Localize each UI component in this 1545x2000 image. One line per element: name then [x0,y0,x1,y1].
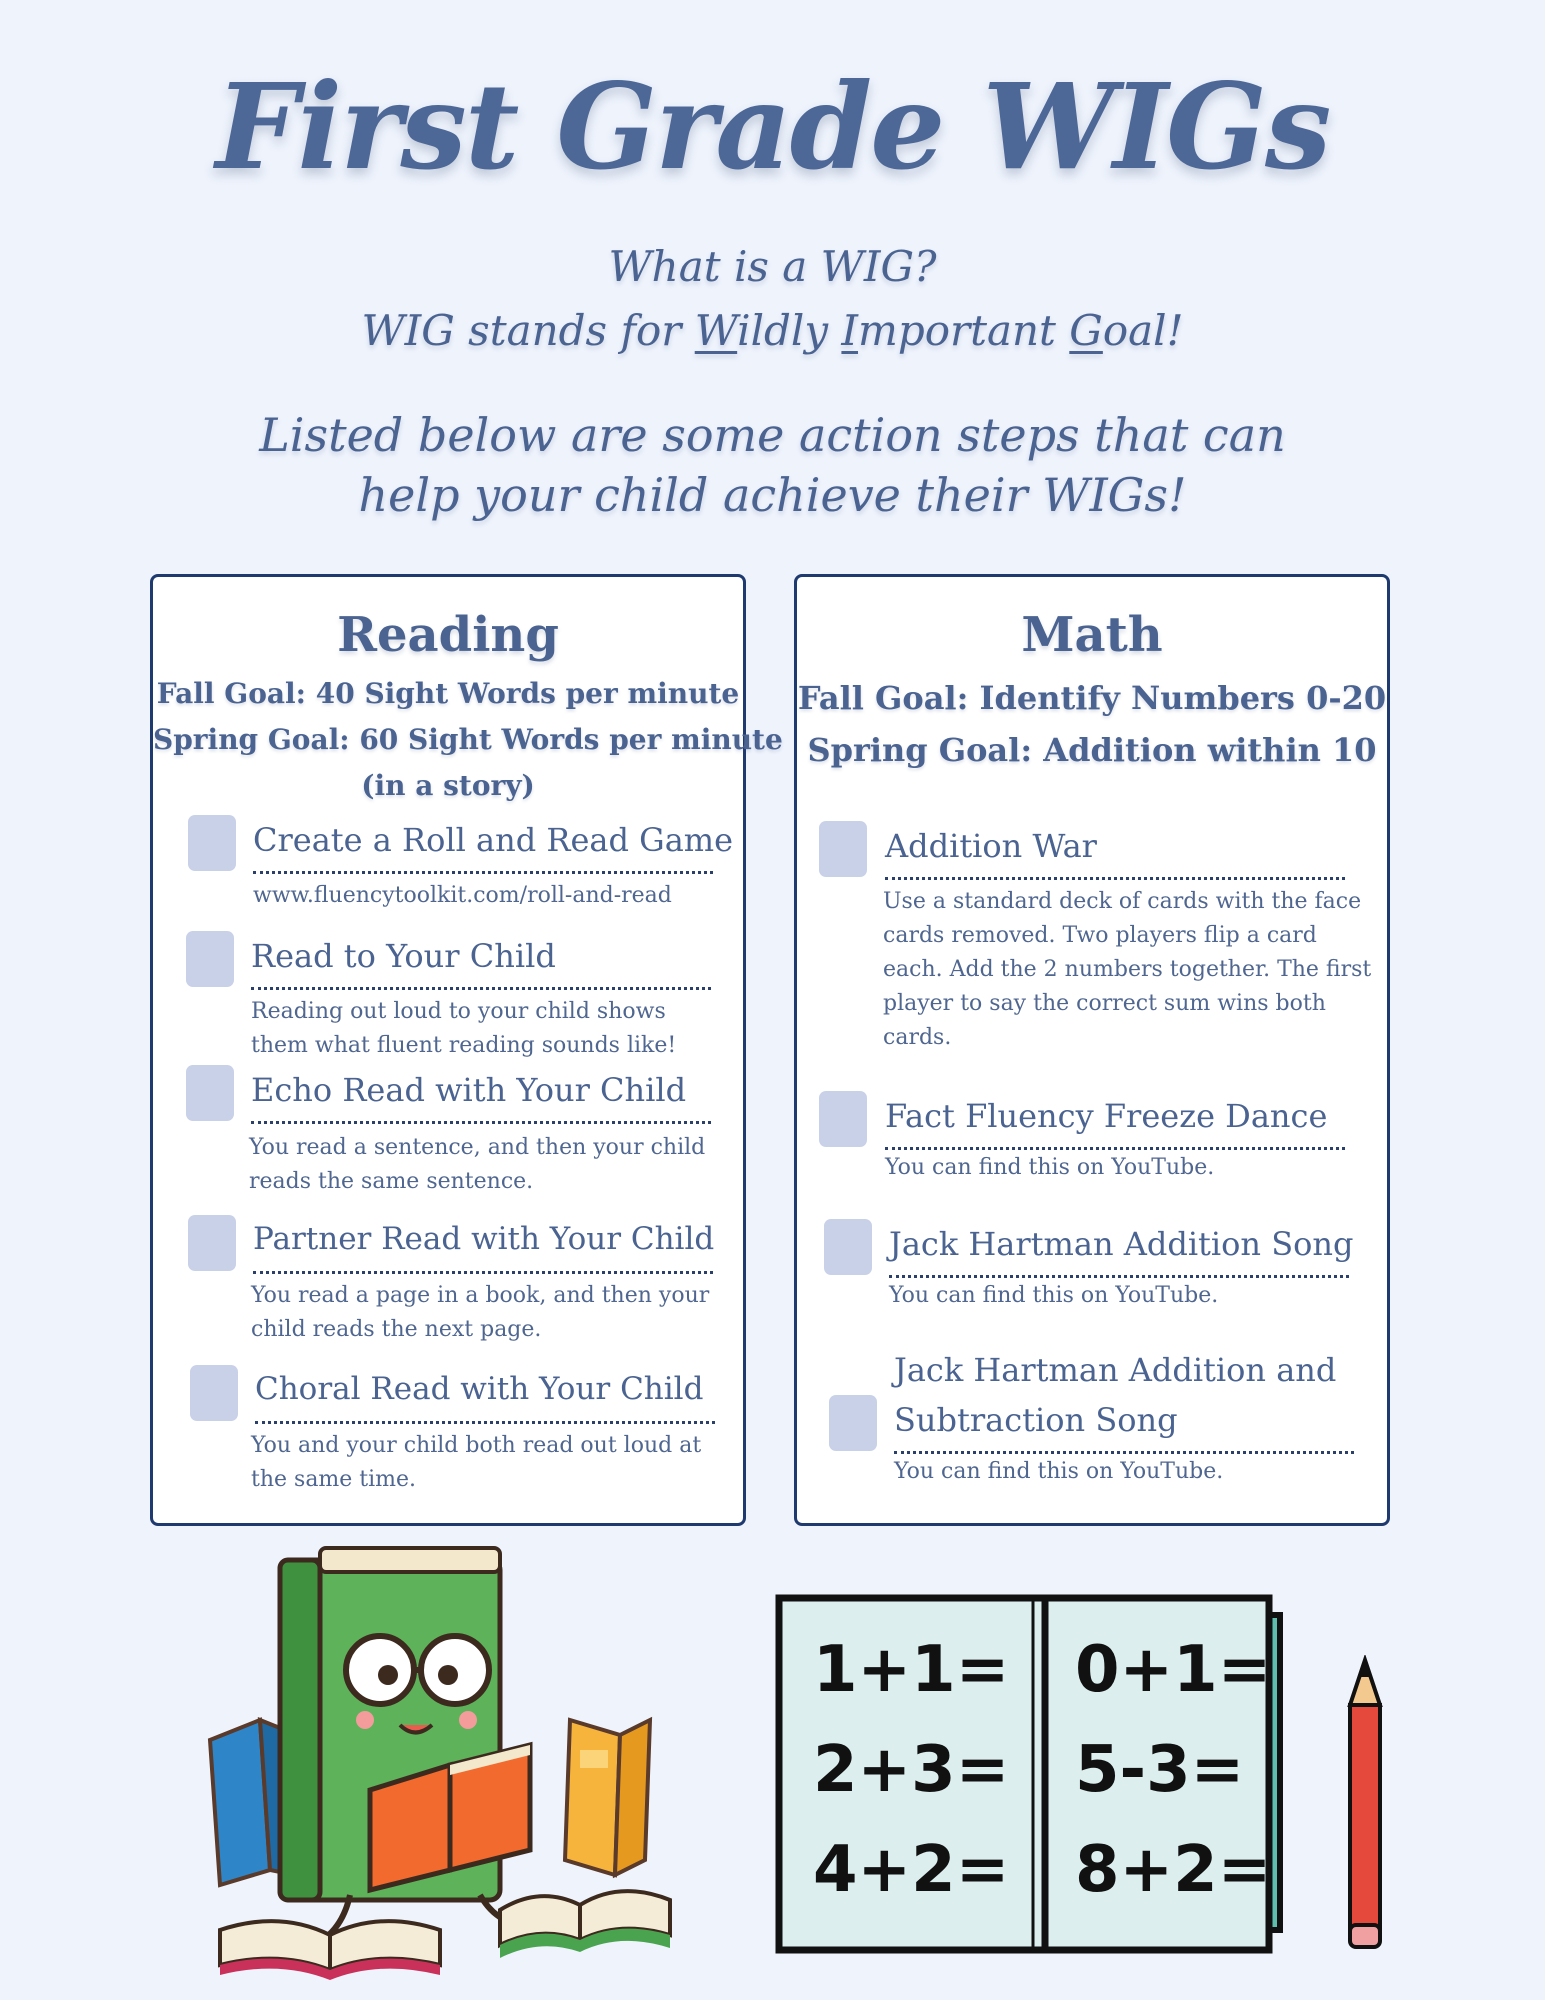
intro-question: What is a WIG? [608,242,937,291]
item-title: Jack Hartman Addition Song [889,1225,1354,1263]
math-notebook-illustration [775,1590,1305,1960]
intro-action-line2: help your child achieve their WIGs! [358,468,1187,522]
reading-goal-note: (in a story) [361,769,535,802]
checkbox[interactable] [188,1215,236,1271]
math-card [794,574,1390,1526]
reading-fall-goal: Fall Goal: 40 Sight Words per minute [156,677,740,710]
checkbox[interactable] [190,1365,238,1421]
reading-heading: Reading [337,607,559,663]
notebook-right-page [1075,1620,1271,1920]
dotted-line [253,871,713,874]
dotted-line [253,1271,713,1274]
item-description: You can find this on YouTube. [889,1283,1219,1308]
equation: 5-3= [1075,1733,1245,1807]
dotted-line [889,1275,1349,1278]
item-description: You can find this on YouTube. [885,1155,1215,1180]
equation: 1+1= [813,1633,1010,1707]
item-description: Reading out loud to your child shows them what fluent reading sounds like! [251,999,677,1058]
intro-action-line1: Listed below are some action steps that can [259,408,1286,462]
page-title: First Grade WIGs [215,57,1330,196]
item-description: You read a sentence, and then your child reads the same sentence. [249,1135,706,1194]
item-title: Echo Read with Your Child [251,1071,687,1109]
equation: 8+2= [1075,1833,1272,1907]
math-heading: Math [1021,607,1163,663]
dotted-line [251,987,711,990]
checkbox[interactable] [186,931,234,987]
item-title: Create a Roll and Read Game [253,821,734,859]
pencil-illustration [1340,1655,1390,1955]
dotted-line [894,1451,1354,1454]
item-description: You read a page in a book, and then your child reads the next page. [251,1283,710,1342]
reading-card [150,574,783,1526]
item-description: www.fluencytoolkit.com/roll-and-read [253,883,672,908]
equation: 4+2= [813,1833,1010,1907]
item-description: You and your child both read out loud at the same time. [251,1433,702,1492]
math-fall-goal: Fall Goal: Identify Numbers 0-20 [797,679,1387,717]
equation: 2+3= [813,1733,1010,1807]
item-description: You can find this on YouTube. [894,1459,1224,1484]
item-title: Choral Read with Your Child [255,1371,704,1407]
dotted-line [251,1121,711,1124]
equation: 0+1= [1075,1633,1272,1707]
checkbox[interactable] [188,815,236,871]
checkbox[interactable] [819,821,867,877]
item-title: Jack Hartman Addition and Subtraction Song [894,1351,1337,1439]
intro-definition: WIG stands for Wildly Important Goal! [361,306,1184,355]
item-title: Read to Your Child [251,937,556,975]
checkbox[interactable] [824,1219,872,1275]
item-title: Partner Read with Your Child [253,1221,715,1257]
item-description: Use a standard deck of cards with the face cards removed. Two players flip a card each. Add the 2 numbers together. The first player to say the correct sum wins both cards. [883,889,1372,1050]
item-title: Fact Fluency Freeze Dance [885,1097,1328,1135]
checkbox[interactable] [819,1091,867,1147]
item-title: Addition War [885,827,1097,865]
notebook-left-page [813,1620,1009,1920]
book-character-illustration [200,1540,700,1980]
checkbox[interactable] [186,1065,234,1121]
dotted-line [885,1147,1345,1150]
checkbox[interactable] [829,1395,877,1451]
math-spring-goal: Spring Goal: Addition within 10 [807,731,1377,769]
dotted-line [885,877,1345,880]
reading-spring-goal: Spring Goal: 60 Sight Words per minute [153,723,783,756]
dotted-line [255,1421,715,1424]
